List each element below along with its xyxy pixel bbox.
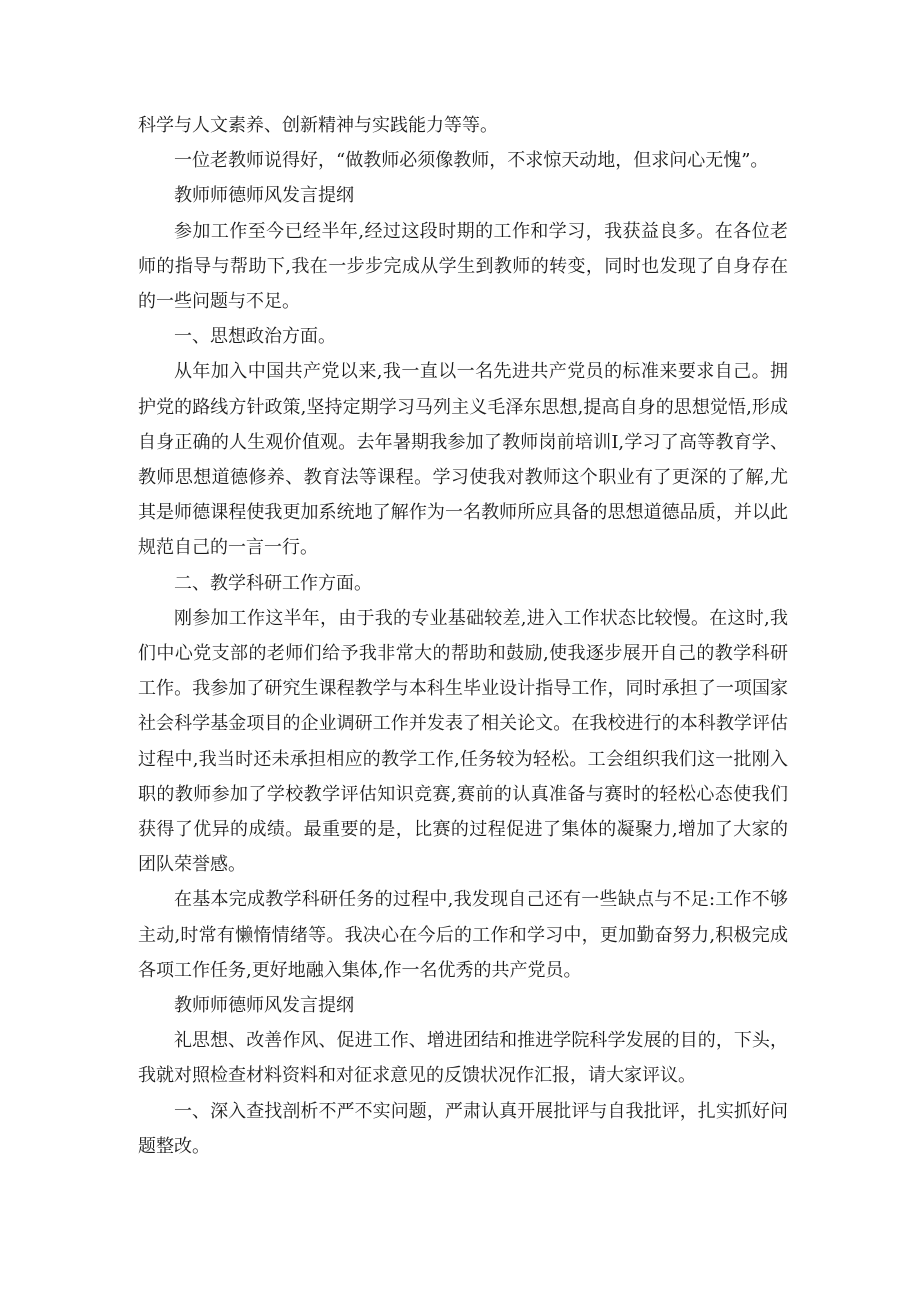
- document-body: [138, 108, 788, 1164]
- paragraph-intro: 参加工作至今已经半年,经过这段时期的工作和学习，我获益良多。在各位老师的指导与帮助下,我在一步步完成从学生到教师的转变，同时也发现了自身存在的一些问题与不足。: [138, 220, 788, 313]
- paragraph-shortcomings: 在基本完成教学科研任务的过程中,我发现自己还有一些缺点与不足:工作不够主动,时常有懒惰情绪等。我决心在今后的工作和学习中，更加勤奋努力,积极完成各项工作任务,更好地融入集体,作一名优秀的共产党员。: [138, 889, 788, 981]
- section-heading: 教师师德师风发言提纲: [174, 185, 354, 207]
- paragraph-report: 礼思想、改善作风、促进工作、增进团结和推进学院科学发展的目的，下头，我就对照检查材料资料和对征求意见的反馈状况作汇报，请大家评议。: [138, 1030, 788, 1087]
- paragraph-quote: 一位老教师说得好，“做教师必须像教师，不求惊天动地，但求问心无愧”。: [174, 150, 769, 172]
- paragraph-teaching-research: 刚参加工作这半年，由于我的专业基础较差,进入工作状态比较慢。在这时,我们中心党支部的老师们给予我非常大的帮助和鼓励,使我逐步展开自己的教学科研工作。我参加了研究生课程教学与本科生毕业设计指导工作，同时承担了一项国家社会科学基金项目的企业调研工作并发表了相关论文。在我校进行的本科教学评估过程中,我当时还未承担相应的教学工作,任务较为轻松。工会组织我们这一批刚入职的教师参加了学校教学评估知识竞赛,赛前的认真准备与赛时的轻松心态使我们获得了优异的成绩。最重要的是，比赛的过程促进了集体的凝聚力,增加了大家的团队荣誉感。: [138, 607, 788, 876]
- section-heading-2: 教师师德师风发言提纲: [174, 995, 354, 1017]
- subheading-political: 一、思想政治方面。: [174, 326, 336, 348]
- paragraph-political: 从年加入中国共产党以来,我一直以一名先进共产党员的标准来要求自己。拥护党的路线方针政策,坚持定期学习马列主义毛泽东思想,提高自身的思想觉悟,形成自身正确的人生观价值观。去年暑期我参加了教师岗前培训I,学习了高等教育学、教师思想道德修养、教育法等课程。学习使我对教师这个职业有了更深的了解,尤其是师德课程使我更加系统地了解作为一名教师所应具备的思想道德品质，并以此规范自己的一言一行。: [138, 361, 788, 559]
- paragraph-item-one: 一、深入查找剖析不严不实问题，严肃认真开展批评与自我批评，扎实抓好问题整改。: [138, 1100, 788, 1157]
- paragraph-continuation: 科学与人文素养、创新精神与实践能力等等。: [138, 115, 498, 136]
- subheading-teaching-research: 二、教学科研工作方面。: [174, 572, 372, 594]
